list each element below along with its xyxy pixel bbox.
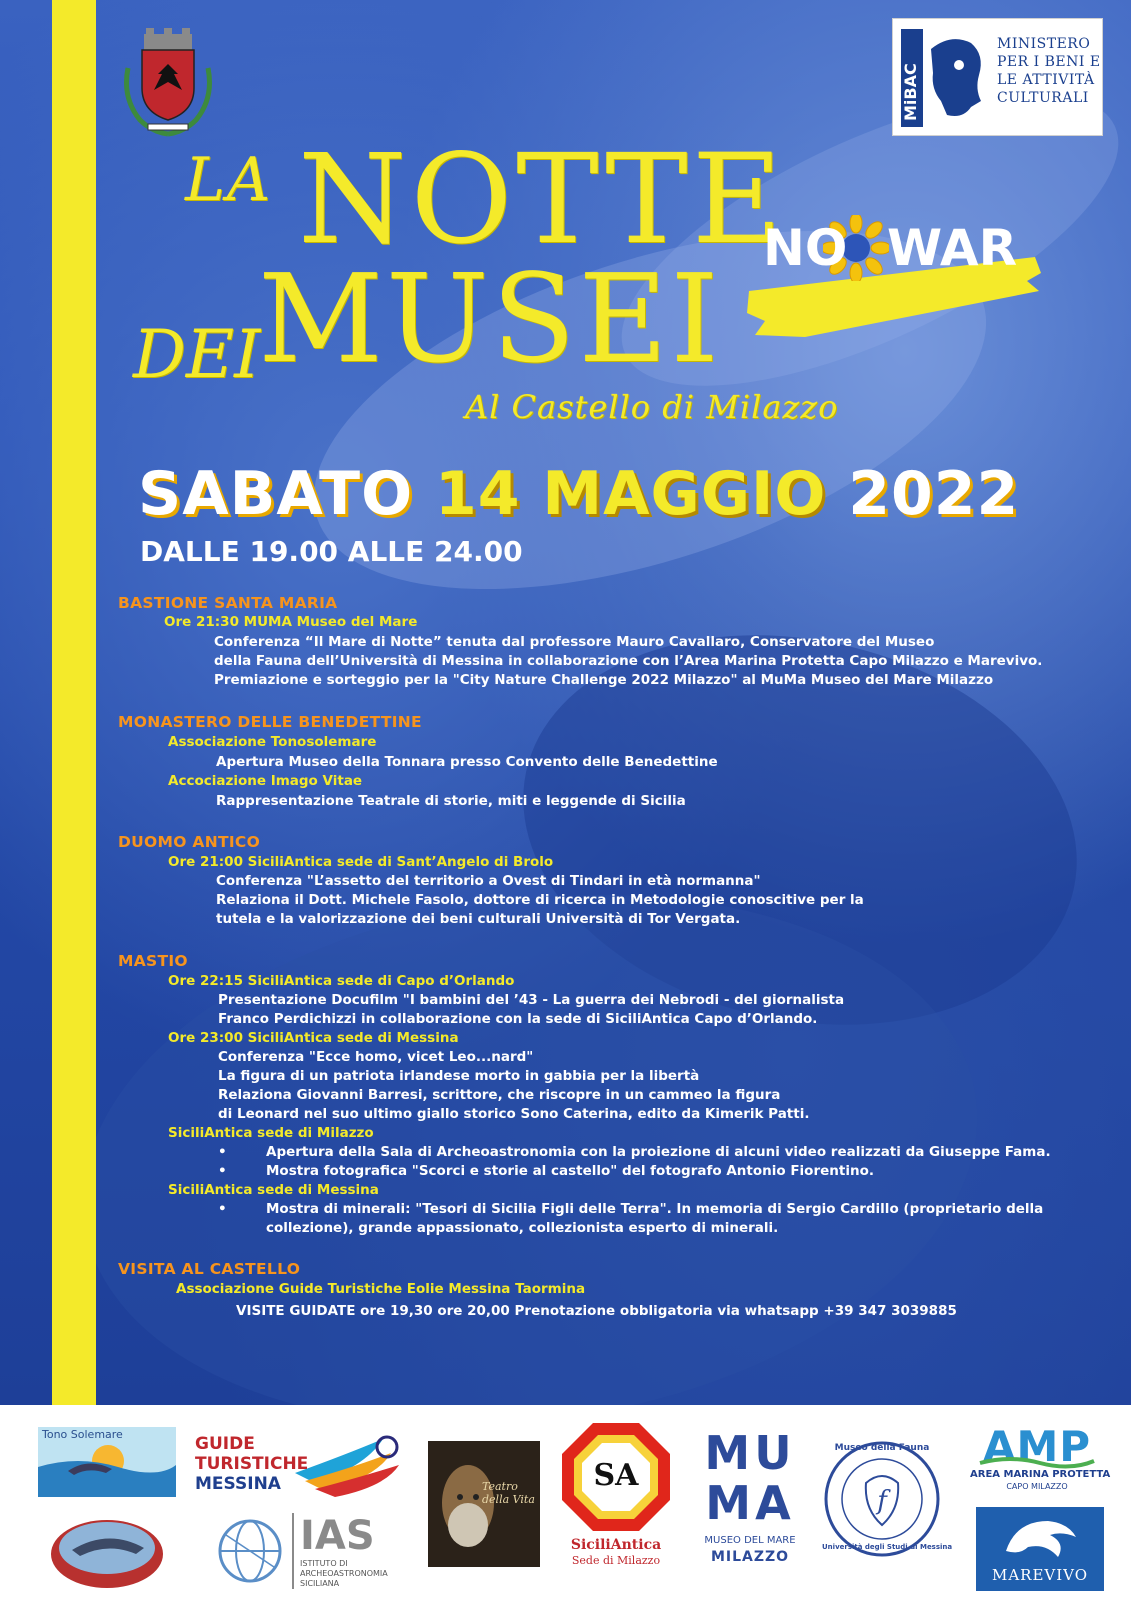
- siciliantica-mark: SA: [593, 1458, 639, 1493]
- guide-label-1: GUIDE: [195, 1434, 255, 1454]
- muma-logo: [696, 1427, 804, 1587]
- tonnara-tin-logo: [48, 1510, 166, 1592]
- mibac-head-icon: [901, 29, 989, 127]
- tono-solemare-logo: [38, 1427, 176, 1497]
- section-title-bastione: BASTIONE SANTA MARIA: [118, 594, 338, 612]
- section-subtitle: Associazione Guide Turistiche Eolie Messina Taormina: [176, 1281, 586, 1297]
- program-text: Conferenza "L’assetto del territorio a Ovest di Tindari in età normanna": [216, 873, 761, 889]
- tono-solemare-label: Tono Solemare: [42, 1428, 123, 1441]
- muma-sub-2: MILAZZO: [710, 1549, 790, 1565]
- title-dei: DEI: [133, 316, 261, 393]
- title-notte: NOTTE: [298, 128, 787, 272]
- section-title-monastero: MONASTERO DELLE BENEDETTINE: [118, 713, 422, 731]
- date-weekday: SABATO: [138, 459, 414, 529]
- section-subtitle: SiciliAntica sede di Milazzo: [168, 1125, 374, 1141]
- section-subtitle: Accociazione Imago Vitae: [168, 773, 363, 789]
- amp-sub-2: CAPO MILAZZO: [1006, 1482, 1068, 1491]
- program-text: Franco Perdichizzi in collaborazione con la sede di SiciliAntica Capo d’Orlando.: [218, 1011, 818, 1027]
- teatro-della-vita-logo: [428, 1441, 540, 1567]
- mibac-abbr: MiBAC: [901, 63, 920, 121]
- ias-sub-2: ARCHEOASTRONOMIA: [300, 1569, 388, 1578]
- program-text: tutela e la valorizzazione dei beni culturali Università di Tor Vergata.: [216, 911, 741, 927]
- ministry-line-1: MINISTERO: [997, 36, 1091, 52]
- title-la: LA: [185, 145, 273, 215]
- ias-globe-icon: [214, 1515, 286, 1587]
- no-war-no: NO: [763, 219, 848, 277]
- museo-fauna-logo: [822, 1439, 953, 1559]
- marevivo-logo: [976, 1507, 1104, 1591]
- ministry-line-2: PER I BENI E: [997, 54, 1101, 70]
- sponsor-logos: [0, 1405, 1131, 1600]
- program-text: Conferenza "Ecce homo, vicet Leo...nard": [218, 1049, 534, 1065]
- program-text: Presentazione Docufilm "I bambini del ’43 - La guerra dei Nebrodi - del giornalista: [218, 992, 845, 1008]
- section-subtitle: SiciliAntica sede di Messina: [168, 1182, 379, 1198]
- svg-text:f: f: [877, 1486, 887, 1516]
- guide-turistiche-logo: [195, 1433, 405, 1503]
- marevivo-label: MAREVIVO: [991, 1566, 1089, 1584]
- section-subtitle: Ore 21:00 SiciliAntica sede di Sant’Angelo di Brolo: [168, 854, 554, 870]
- title-subtitle: Al Castello di Milazzo: [465, 388, 839, 426]
- ias-label: IAS: [300, 1513, 375, 1559]
- program-text: Premiazione e sorteggio per la "City Nature Challenge 2022 Milazzo" al MuMa Museo del Mare Milazzo: [214, 672, 994, 688]
- fauna-seal-icon: [822, 1439, 953, 1559]
- milazzo-crest-icon: [118, 28, 218, 138]
- date-year: 2022: [848, 459, 1020, 529]
- section-title-mastio: MASTIO: [118, 952, 188, 970]
- title-musei: MUSEI: [258, 248, 722, 390]
- teatro-label: Teatro della Vita: [482, 1480, 535, 1506]
- amp-sub-1: AREA MARINA PROTETTA: [970, 1469, 1111, 1480]
- siciliantica-label: SiciliAntica: [570, 1537, 662, 1553]
- date-day-month: 14 MAGGIO: [434, 459, 827, 529]
- event-hours: DALLE 19.00 ALLE 24.00: [140, 535, 523, 568]
- no-war-badge: [745, 205, 1065, 345]
- guide-label-3: MESSINA: [195, 1474, 281, 1494]
- ias-sub-3: SICILIANA: [300, 1579, 340, 1588]
- amp-wave-icon: [970, 1455, 1104, 1469]
- ias-divider: [292, 1513, 294, 1589]
- ias-sub-1: ISTITUTO DI: [300, 1559, 348, 1568]
- section-title-visita: VISITA AL CASTELLO: [118, 1260, 301, 1278]
- fauna-top-label: Museo della Fauna: [834, 1443, 930, 1453]
- program-text: Apertura della Sala di Archeoastronomia con la proiezione di alcuni video realizzati da Giuseppe Fama.: [266, 1144, 1051, 1160]
- ias-logo: [214, 1513, 394, 1593]
- section-subtitle: Ore 21:30 MUMA Museo del Mare: [164, 614, 418, 630]
- program-text: Conferenza “Il Mare di Notte” tenuta dal professore Mauro Cavallaro, Conservatore del Museo: [214, 634, 935, 650]
- yellow-side-bar: [52, 0, 96, 1405]
- program-text: Mostra fotografica "Scorci e storie al castello" del fotografo Antonio Fiorentino.: [266, 1163, 874, 1179]
- program-text: Rappresentazione Teatrale di storie, miti e leggende di Sicilia: [216, 793, 686, 809]
- ministry-line-4: CULTURALI: [997, 90, 1089, 106]
- program-text: Mostra di minerali: "Tesori di Sicilia Figli delle Terra". In memoria di Sergio Cardillo (proprietario della: [266, 1201, 1044, 1217]
- bullet-icon: •: [218, 1201, 227, 1217]
- program-text: di Leonard nel suo ultimo giallo storico Sono Caterina, edito da Kimerik Patti.: [218, 1106, 810, 1122]
- guide-label-2: TURISTICHE: [195, 1454, 309, 1474]
- siciliantica-sub: Sede di Milazzo: [571, 1554, 661, 1567]
- muma-label-2: MA: [705, 1476, 795, 1530]
- ministry-line-3: LE ATTIVITÀ: [997, 72, 1095, 88]
- section-title-duomo: DUOMO ANTICO: [118, 833, 261, 851]
- program-text: collezione), grande appassionato, collezionista esperto di minerali.: [266, 1220, 779, 1236]
- muma-label-1: MU: [704, 1426, 796, 1480]
- program-text: della Fauna dell’Università di Messina in collaborazione con l’Area Marina Protetta Capo Milazzo e Marevivo.: [214, 653, 1043, 669]
- section-subtitle: Ore 23:00 SiciliAntica sede di Messina: [168, 1030, 459, 1046]
- bullet-icon: •: [218, 1163, 227, 1179]
- muma-sub-1: MUSEO DEL MARE: [704, 1535, 796, 1546]
- siciliantica-logo: [560, 1421, 672, 1571]
- event-date: [138, 459, 1020, 529]
- no-war-war: WAR: [887, 219, 1018, 277]
- amp-logo: [970, 1422, 1111, 1495]
- dolphin-icon: [976, 1507, 1104, 1567]
- program-text: Apertura Museo della Tonnara presso Convento delle Benedettine: [216, 754, 718, 770]
- ministry-logo: [892, 18, 1103, 136]
- section-subtitle: Ore 22:15 SiciliAntica sede di Capo d’Orlando: [168, 973, 515, 989]
- program-text: La figura di un patriota irlandese morto in gabbia per la libertà: [218, 1068, 700, 1084]
- program-text: Relaziona Giovanni Barresi, scrittore, che riscopre in un cammeo la figura: [218, 1087, 781, 1103]
- section-subtitle: Associazione Tonosolemare: [168, 734, 377, 750]
- amp-label: AMP: [982, 1422, 1092, 1471]
- program-text: VISITE GUIDATE ore 19,30 ore 20,00 Prenotazione obbligatoria via whatsapp +39 347 3039885: [236, 1303, 957, 1319]
- program-text: Relaziona il Dott. Michele Fasolo, dottore di ricerca in Metodologie conoscitive per la: [216, 892, 864, 908]
- fauna-bottom-label: Università degli Studi di Messina: [822, 1543, 953, 1551]
- bullet-icon: •: [218, 1144, 227, 1160]
